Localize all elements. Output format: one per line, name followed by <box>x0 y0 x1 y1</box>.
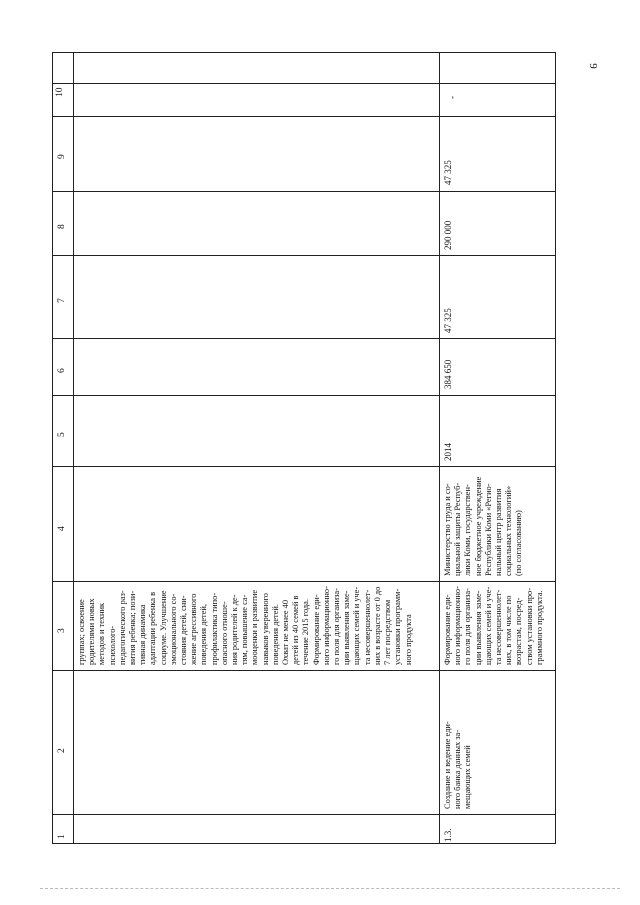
text-line: вития ребенка; пози- <box>128 590 138 665</box>
column-boundary <box>53 670 555 671</box>
header-col-9: 9 <box>57 154 67 159</box>
text-line: ного информационно- <box>321 586 331 665</box>
header-col-7: 7 <box>57 298 67 303</box>
text-line: го поля для организа- <box>332 588 342 665</box>
text-line: ное бюджетное учреждение <box>473 476 483 576</box>
text-line: методов и техник <box>97 602 107 665</box>
row-13-number: 1.3. <box>443 828 453 842</box>
page-number: 9 <box>586 63 599 69</box>
text-line: тям, повышение са- <box>240 594 250 665</box>
header-col-2: 2 <box>57 748 67 753</box>
text-line: Создание и ведение еди- <box>443 721 452 809</box>
column-boundary <box>53 466 555 467</box>
text-line: 7 лет посредством <box>383 599 393 665</box>
text-line: ством установки про- <box>524 588 534 665</box>
text-line: ного банка данных за- <box>453 729 463 809</box>
header-col-1: 1 <box>57 834 67 839</box>
row-13-col9: 47 325 <box>443 160 453 185</box>
text-line: ции выявления заме- <box>342 590 352 665</box>
column-boundary <box>53 395 555 396</box>
text-line: психолого- <box>107 625 117 665</box>
text-line: детей из 40 семей в <box>291 595 301 665</box>
text-line: ного продукта <box>403 614 413 665</box>
column-boundary <box>53 814 555 815</box>
column-boundary <box>53 116 555 117</box>
text-line: Формирование еди- <box>443 594 452 665</box>
row-13-col4 <box>443 477 525 576</box>
header-col-10: 10 <box>55 87 65 97</box>
row-13-col10: - <box>447 96 457 99</box>
text-line: щающих семей и уче- <box>352 586 362 665</box>
text-line: ного информационно- <box>453 586 463 665</box>
text-line: Республики Коми «Регио- <box>483 483 493 576</box>
column-boundary <box>53 191 555 192</box>
header-col-4: 4 <box>57 526 67 531</box>
row-boundary <box>439 53 440 843</box>
row-13-col2 <box>443 721 474 809</box>
program-table <box>52 52 556 844</box>
text-line: Охват не менее 40 <box>281 599 291 665</box>
text-line: профилактика типо- <box>209 592 219 665</box>
text-line: циальной защиты Респуб- <box>453 482 463 576</box>
text-line: стояния детей, сни- <box>179 595 189 665</box>
text-line: ции выявления заме- <box>473 590 483 665</box>
text-line: навыков уверенного <box>260 593 270 665</box>
text-line: та несовершеннолет- <box>494 589 504 665</box>
text-line: лики Коми, государствен- <box>463 484 473 576</box>
header-col-3: 3 <box>57 628 67 633</box>
text-line: нальный центр развития <box>494 488 504 576</box>
text-line: течение 2015 года. <box>301 599 311 665</box>
text-line: адаптации ребенка в <box>148 591 158 665</box>
row-13-col8: 290 000 <box>443 220 453 250</box>
scan-edge <box>40 888 620 889</box>
text-line: установки программ- <box>393 588 403 665</box>
text-line: щающих семей и уче- <box>483 586 493 665</box>
text-line: Министерство труда и со- <box>443 483 452 576</box>
cont-col3-text <box>77 586 414 665</box>
text-line: группах; освоение <box>77 599 86 665</box>
text-line: ния родителей к де- <box>230 594 240 665</box>
text-line: педагогического раз- <box>117 590 127 665</box>
header-col-8: 8 <box>57 224 67 229</box>
text-line: го поля для организа- <box>463 588 473 665</box>
text-line: поведения детей. <box>270 603 280 665</box>
column-boundary <box>53 581 555 582</box>
text-line: мещающих семей <box>463 745 473 809</box>
text-line: социуме. Улучшение <box>158 590 168 665</box>
text-line: них в возрасте от 0 до <box>372 586 382 665</box>
text-line: эмоционального со- <box>168 593 178 665</box>
text-line: Формирование еди- <box>311 594 321 665</box>
text-line: жение агрессивного <box>189 593 199 665</box>
text-line: (по согласованию) <box>514 510 524 576</box>
text-line: мооценки и развитие <box>250 589 260 665</box>
column-boundary <box>53 338 555 339</box>
row-13-col7: 47 325 <box>443 308 453 333</box>
column-boundary <box>53 255 555 256</box>
row-13-col5: 2014 <box>443 443 453 461</box>
text-line: граммного продукта. <box>534 590 544 665</box>
text-line: социальных технологий» <box>504 485 514 576</box>
table-divider <box>53 83 555 84</box>
header-col-6: 6 <box>57 368 67 373</box>
text-line: та несовершеннолет- <box>362 589 372 665</box>
text-line: поведения детей, <box>199 603 209 665</box>
text-line: тивная динамика <box>138 604 148 665</box>
row-boundary <box>73 53 74 843</box>
text-line: возрастам, посред- <box>514 597 524 665</box>
text-line: них, в том числе по <box>504 595 514 665</box>
header-col-5: 5 <box>57 432 67 437</box>
text-line: родителями новых <box>87 598 97 665</box>
row-13-col3 <box>443 586 545 665</box>
text-line: опасного отноше- <box>219 601 229 665</box>
row-13-col6: 384 650 <box>443 359 453 389</box>
